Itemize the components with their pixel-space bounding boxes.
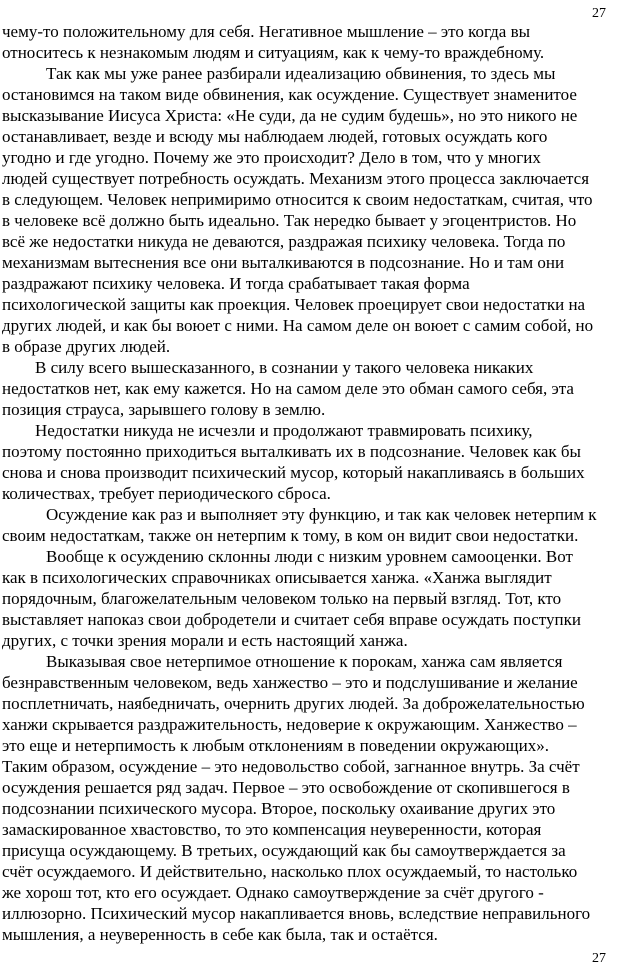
text-line: выставляет напоказ свои добродетели и считает себя вправе осуждать поступки: [2, 610, 581, 629]
document-body: [2, 21, 606, 945]
text-line: в следующем. Человек непримиримо относится к своим недостаткам, считая, что: [2, 190, 593, 209]
text-line: других людей, и как бы воюет с ними. На самом деле он воюет с самим собой, но: [2, 316, 594, 335]
page-number-bottom: 27: [592, 951, 606, 966]
text-line: Так как мы уже ранее разбирали идеализацию обвинения, то здесь мы: [46, 64, 556, 83]
text-line: всё же недостатки никуда не деваются, раздражая психику человека. Тогда по: [2, 232, 566, 251]
text-line: это еще и нетерпимость к любым отклонениям в поведении окружающих».: [2, 736, 549, 755]
text-line: других, с точки зрения морали и есть настоящий ханжа.: [2, 631, 408, 650]
text-line: в человеке всё должно быть идеально. Так нередко бывает у эгоцентристов. Но: [2, 211, 577, 230]
text-line: недостатков нет, как ему кажется. Но на самом деле это обман самого себя, эта: [2, 379, 574, 398]
text-line: останавливает, везде и всюду мы наблюдаем людей, готовых осуждать кого: [2, 127, 548, 146]
text-line: поэтому постоянно приходиться выталкивать их в подсознание. Человек как бы: [2, 442, 581, 461]
text-line: порядочным, благожелательным человеком только на первый взгляд. Тот, кто: [2, 589, 562, 608]
text-line: посплетничать, наябедничать, очернить других людей. За доброжелательностью: [2, 694, 585, 713]
text-line: подсознании психического мусора. Второе, поскольку охаивание других это: [2, 799, 556, 818]
text-line: присуща осуждающему. В третьих, осуждающий как бы самоутверждается за: [2, 841, 566, 860]
text-line: ханжи скрывается раздражительность, недоверие к окружающим. Ханжество –: [2, 715, 577, 734]
text-line: счёт осуждаемого. И действительно, насколько плох осуждаемый, то настолько: [2, 862, 578, 881]
text-line: осуждения решается ряд задач. Первое – это освобождение от скопившегося в: [2, 778, 570, 797]
text-line: в образе других людей.: [2, 337, 171, 356]
text-line: Недостатки никуда не исчезли и продолжают травмировать психику,: [35, 421, 533, 440]
text-line: количествах, требует периодического сброса.: [2, 484, 331, 503]
text-line: своим недостаткам, также он нетерпим к тому, в ком он видит свои недостатки.: [2, 526, 579, 545]
text-line: чему-то положительному для себя. Негативное мышление – это когда вы: [2, 22, 531, 41]
text-line: Осуждение как раз и выполняет эту функцию, и так как человек нетерпим к: [46, 505, 597, 524]
text-line: иллюзорно. Психический мусор накапливается вновь, вследствие неправильного: [2, 904, 591, 923]
text-line: Таким образом, осуждение – это недовольство собой, загнанное внутрь. За счёт: [2, 757, 580, 776]
text-line: В силу всего вышесказанного, в сознании у такого человека никаких: [35, 358, 534, 377]
page-number-top: 27: [592, 6, 606, 21]
text-line: высказывание Иисуса Христа: «Не суди, да не судим будешь», но это никого не: [2, 106, 578, 125]
text-line: мышления, а неуверенность в себе как была, так и остаётся.: [2, 925, 438, 944]
text-line: психологической защиты как проекция. Человек проецирует свои недостатки на: [2, 295, 586, 314]
text-line: людей существует потребность осуждать. Механизм этого процесса заключается: [2, 169, 590, 188]
text-line: относитесь к незнакомым людям и ситуациям, как к чему-то враждебному.: [2, 43, 545, 62]
text-line: остановимся на таком виде обвинения, как осуждение. Существует знаменитое: [2, 85, 577, 104]
text-line: Выказывая свое нетерпимое отношение к порокам, ханжа сам является: [46, 652, 563, 671]
text-line: механизмам вытеснения все они выталкиваются в подсознание. Но и там они: [2, 253, 565, 272]
text-line: как в психологических справочниках описывается ханжа. «Ханжа выглядит: [2, 568, 552, 587]
text-line: угодно и где угодно. Почему же это происходит? Дело в том, что у многих: [2, 148, 541, 167]
text-line: Вообще к осуждению склонны люди с низким уровнем самооценки. Вот: [46, 547, 573, 566]
text-line: замаскированное хвастовство, то это компенсация неуверенности, которая: [2, 820, 542, 839]
text-line: же хорош тот, кто его осуждает. Однако самоутверждение за счёт другого -: [2, 883, 544, 902]
text-line: позиция страуса, зарывшего голову в землю.: [2, 400, 326, 419]
text-line: снова и снова производит психический мусор, который накапливаясь в больших: [2, 463, 585, 482]
text-line: безнравственным человеком, ведь ханжество – это и подслушивание и желание: [2, 673, 578, 692]
text-line: раздражают психику человека. И тогда срабатывает такая форма: [2, 274, 470, 293]
